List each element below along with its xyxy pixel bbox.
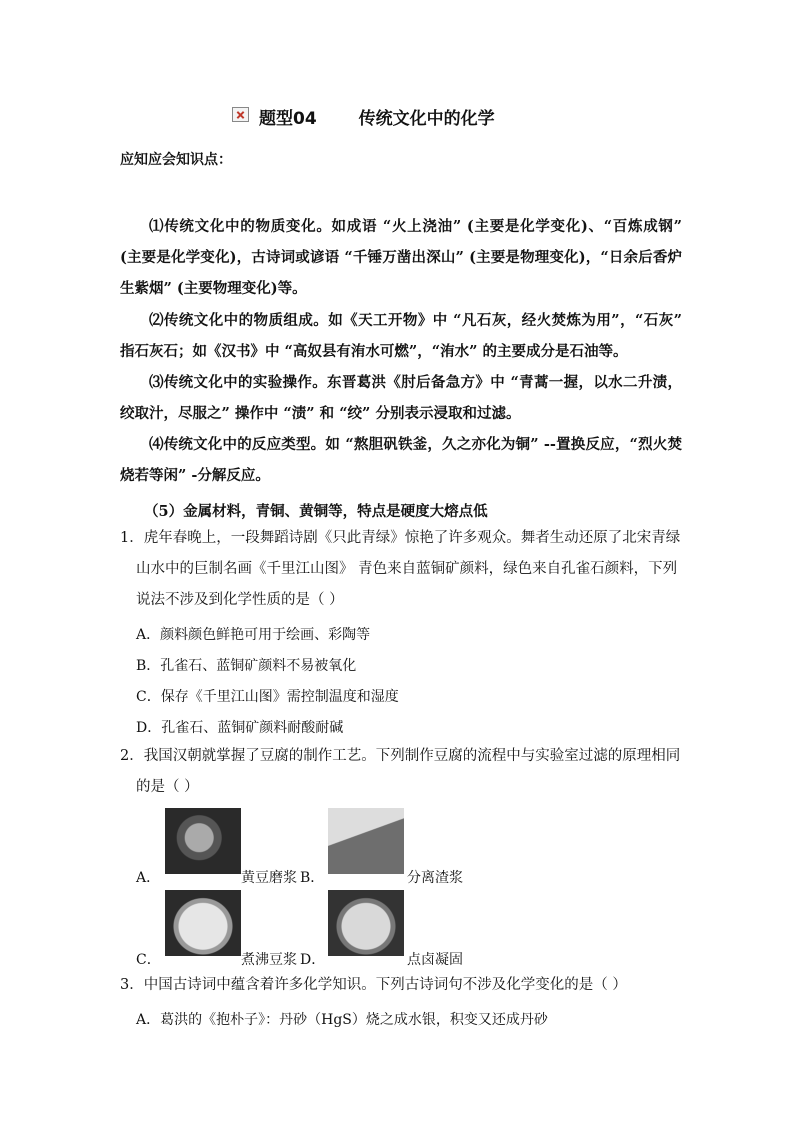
option-c-caption: 煮沸豆浆: [241, 952, 297, 968]
question-1-option-d: D．孔雀石、蓝铜矿颜料耐酸耐碱: [136, 720, 344, 736]
option-a-letter: A．: [136, 870, 161, 886]
option-b-letter: B．: [300, 870, 325, 886]
option-b-caption: 分离渣浆: [407, 870, 463, 886]
page-title: [232, 104, 495, 129]
soybean-grinding-photo: [165, 808, 241, 874]
question-2-text: 2．我国汉朝就掌握了豆腐的制作工艺。下列制作豆腐的流程中与实验室过滤的原理相同的是（ ）: [120, 748, 681, 795]
option-a-caption: 黄豆磨浆: [241, 870, 297, 886]
title-text: 传统文化中的化学: [358, 109, 495, 129]
knowledge-point-4: ⑷传统文化中的反应类型。如 “熬胆矾铁釜，久之亦化为铜” --置换反应，“烈火焚烧若等闲” -分解反应。: [120, 436, 682, 484]
coagulating-tofu-photo: [328, 890, 404, 956]
question-1-stem: [120, 523, 682, 616]
question-1-option-a: A．颜料颜色鲜艳可用于绘画、彩陶等: [136, 627, 371, 643]
separating-dregs-photo: [328, 808, 404, 874]
knowledge-point-2: ⑵传统文化中的物质组成。如《天工开物》中 “凡石灰，经火焚炼为用”，“石灰” 指石灰石；如《汉书》中 “高奴县有洧水可燃”，“洧水” 的主要成分是石油等。: [120, 312, 682, 360]
option-c-letter: C．: [136, 952, 161, 968]
boiling-soymilk-photo: [165, 890, 241, 956]
question-1-option-b: B．孔雀石、蓝铜矿颜料不易被氧化: [136, 658, 357, 674]
section-heading: 应知应会知识点：: [120, 152, 232, 168]
broken-image-icon: [232, 107, 249, 122]
option-d-caption: 点卤凝固: [407, 952, 463, 968]
title-label: 题型04: [259, 109, 317, 129]
knowledge-point-5: （5）金属材料，青铜、黄铜等，特点是硬度大熔点低: [144, 503, 488, 520]
question-3-stem: [120, 970, 682, 1001]
question-1-text: 1．虎年春晚上，一段舞蹈诗剧《只此青绿》惊艳了许多观众。舞者生动还原了北宋青绿山水中的巨制名画《千里江山图》 青色来自蓝铜矿颜料，绿色来自孔雀石颜料，下列说法不涉及到化学性质的是（ ）: [120, 530, 681, 608]
knowledge-point-3: ⑶传统文化中的实验操作。东晋葛洪《肘后备急方》中 “青蒿一握，以水二升渍，绞取汁，尽服之” 操作中 “渍” 和 “绞” 分别表示浸取和过滤。: [120, 374, 682, 422]
question-3-option-a: A．葛洪的《抱朴子》：丹砂（HgS）烧之成水银，积变又还成丹砂: [136, 1012, 548, 1028]
knowledge-point-1: ⑴传统文化中的物质变化。如成语 “火上浇油” (主要是化学变化)、“百炼成钢” (主要是化学变化)，古诗词或谚语 “千锤万凿出深山” (主要是物理变化)，“日余后香炉生紫烟” (主要物理变化)等。: [120, 218, 682, 297]
question-2-stem: [120, 741, 682, 803]
question-1-option-c: C．保存《千里江山图》需控制温度和湿度: [136, 689, 399, 705]
question-3-text: 3．中国古诗词中蕴含着许多化学知识。下列古诗词句不涉及化学变化的是（ ）: [120, 977, 627, 993]
option-d-letter: D．: [300, 952, 326, 968]
